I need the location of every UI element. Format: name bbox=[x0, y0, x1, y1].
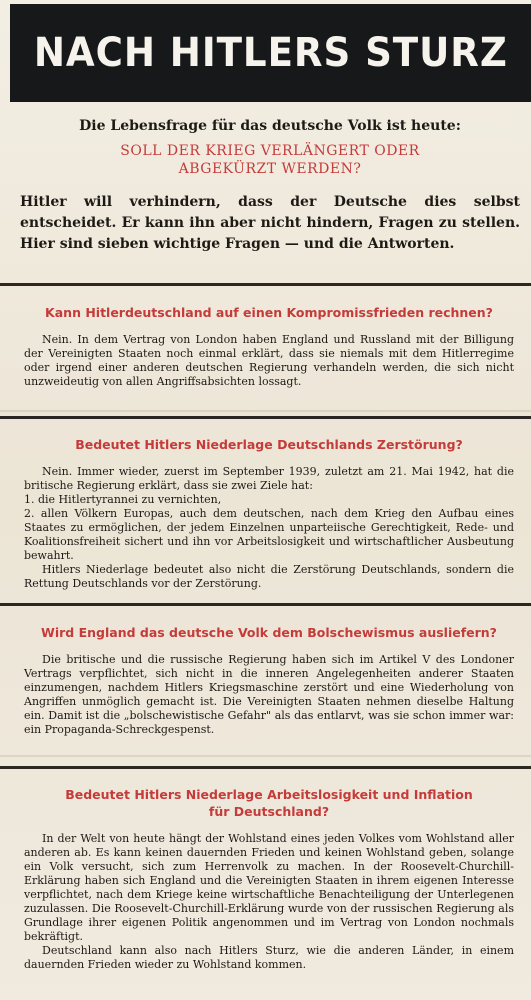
section-list-item: 2. allen Völkern Europas, auch dem deutschen, nach dem Krieg den Aufbau eines Staates zu ermöglichen, der jedem Einzelnen unparteiische Gerechtigkeit, Rede- und Koalitionsfreiheit sichert und ihn vor Arbeitslosigkeit und wirtschaftlicher Ausbeutung bewahrt. bbox=[24, 507, 514, 562]
title-banner bbox=[10, 4, 531, 102]
section-divider bbox=[0, 766, 531, 769]
section-text: In der Welt von heute hängt der Wohlstand eines jeden Volkes vom Wohlstand aller anderen ab. Es kann keinen dauernden Frieden und keinen Wohlstand geben, solange ein Volk versucht, sich zum Herrenvolk zu machen. In der Roosevelt-Churchill-Erklärung haben sich England und die Vereinigten Staaten in ihrem eigenen Interesse verpflichtet, nach dem Kriege keine wirtschaftliche Benachteiligung der Unterlegenen zuzulassen. Die Roosevelt-Churchill-Erklärung wurde von der russischen Regierung als Grundlage ihrer eigenen Politik angenommen und im Vertrag von London nochmals bekräftigt. bbox=[24, 832, 514, 943]
paper-fold bbox=[0, 410, 531, 412]
page-title: NACH HITLERS STURZ bbox=[33, 30, 508, 76]
section-list-item: 1. die Hitlertyrannei zu vernichten, bbox=[24, 493, 222, 506]
section-divider bbox=[0, 416, 531, 419]
intro-lead: Die Lebensfrage für das deutsche Volk ist heute: bbox=[79, 118, 461, 134]
section-heading-line-1: Bedeutet Hitlers Niederlage Arbeitslosigkeit und Inflation bbox=[65, 787, 473, 802]
section-heading-line-2: für Deutschland? bbox=[208, 804, 330, 819]
section-destruction bbox=[24, 436, 514, 591]
section-compromise-peace bbox=[24, 304, 514, 389]
section-heading: Kann Hitlerdeutschland auf einen Kompromissfrieden rechnen? bbox=[45, 305, 493, 320]
paper-fold bbox=[0, 755, 531, 757]
section-divider bbox=[0, 603, 531, 606]
section-heading: Bedeutet Hitlers Niederlage Deutschlands Zerstörung? bbox=[75, 437, 463, 452]
section-divider bbox=[0, 283, 531, 286]
section-text: Nein. In dem Vertrag von London haben England und Russland mit der Billigung der Vereinigten Staaten noch einmal erklärt, dass sie niemals mit dem Hitlerregime oder irgend einer anderen deutschen Regierung verhandeln werden, die sich nicht unzweideutig von allen Angriffsabsichten lossagt. bbox=[24, 333, 514, 388]
intro-block bbox=[20, 118, 520, 255]
section-bolshevism bbox=[24, 624, 514, 737]
intro-text: Hitler will verhindern, dass der Deutsche dies selbst entscheidet. Er kann ihn aber nicht hindern, Fragen zu stellen. Hier sind sieben wichtige Fragen — und die Antworten. bbox=[20, 194, 520, 252]
intro-question-line-1: SOLL DER KRIEG VERLÄNGERT ODER bbox=[120, 143, 420, 159]
intro-question bbox=[20, 142, 520, 178]
section-text: Hitlers Niederlage bedeutet also nicht die Zerstörung Deutschlands, sondern die Rettung Deutschlands vor der Zerstörung. bbox=[24, 563, 514, 590]
section-text: Deutschland kann also nach Hitlers Sturz, wie die anderen Länder, in einem dauernden Frieden wieder zu Wohlstand kommen. bbox=[24, 944, 514, 971]
section-heading bbox=[24, 786, 514, 820]
intro-question-line-2: ABGEKÜRZT WERDEN? bbox=[178, 161, 362, 177]
section-text: Die britische und die russische Regierung haben sich im Artikel V des Londoner Vertrags verpflichtet, sich nicht in die inneren Angelegenheiten anderer Staaten einzumengen, nachdem Hitlers Kriegsmaschine zerstört und eine Wiederholung von Angriffen unmöglich gemacht ist. Die Vereinigten Staaten nehmen dieselbe Haltung ein. Damit ist die „bolschewistische Gefahr" als das entlarvt, was sie schon immer war: ein Propaganda-Schreckgespenst. bbox=[24, 653, 514, 736]
section-text: Nein. Immer wieder, zuerst im September 1939, zuletzt am 21. Mai 1942, hat die britische Regierung erklärt, dass sie zwei Ziele hat: bbox=[24, 465, 514, 492]
section-unemployment bbox=[24, 786, 514, 972]
section-heading: Wird England das deutsche Volk dem Bolschewismus ausliefern? bbox=[41, 625, 497, 640]
